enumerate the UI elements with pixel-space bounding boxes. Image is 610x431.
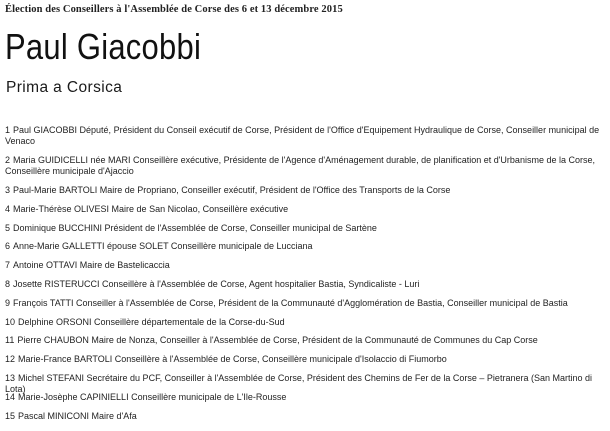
item-text: Marie-France BARTOLI Conseillère à l'Assemblée de Corse, Conseillère municipale d'Isolaccio di Fiumorbo [18, 354, 447, 365]
item-text: Michel STEFANI Secrétaire du PCF, Conseiller à l'Assemblée de Corse, Président des Chemins de Fer de la Corse – Pietranera (San Martino di Lota) [5, 372, 592, 394]
item-text: Anne-Marie GALLETTI épouse SOLET Conseillère municipale de Lucciana [13, 241, 313, 252]
list-item [5, 155, 605, 185]
list-item [5, 298, 605, 317]
item-number: 15 [5, 410, 16, 421]
item-text: Marie-Josèphe CAPINIELLI Conseillère municipale de L'Ile-Rousse [18, 391, 287, 402]
item-number: 2 [5, 155, 11, 165]
item-text: Marie-Thérèse OLIVESI Maire de San Nicolao, Conseillère exécutive [13, 203, 289, 214]
item-text: Delphine ORSONI Conseillère départementale de la Corse-du-Sud [18, 316, 285, 327]
item-number: 3 [5, 185, 11, 195]
item-text: Maria GUIDICELLI née MARI Conseillère exécutive, Présidente de l'Agence d'Aménagement durable, de planification et d'Urbanisme de la Corse, Conseillère municipale d'Ajaccio [5, 155, 595, 176]
item-number: 10 [5, 316, 16, 327]
list-item [5, 260, 605, 279]
list-item [5, 223, 605, 242]
candidate-list [5, 125, 605, 429]
item-text: Paul GIACOBBI Député, Président du Conseil exécutif de Corse, Président de l'Office d'Equipement Hydraulique de Corse, Conseiller municipal de Venaco [5, 125, 600, 146]
list-item [5, 354, 605, 373]
party-name: Prima a Corsica [6, 79, 123, 96]
item-text: Pierre CHAUBON Maire de Nonza, Conseiller à l'Assemblée de Corse, Président de la Communauté de Communes du Cap Corse [17, 335, 538, 346]
item-number: 6 [5, 241, 11, 252]
list-item [5, 317, 605, 336]
item-number: 13 [5, 372, 16, 383]
item-number: 14 [5, 391, 16, 402]
list-item [5, 185, 605, 204]
list-item [5, 392, 605, 411]
list-item [5, 411, 605, 430]
list-item [5, 373, 605, 392]
item-text: Pascal MINICONI Maire d'Afa [18, 410, 137, 421]
item-number: 12 [5, 354, 16, 365]
item-number: 7 [5, 260, 11, 271]
list-item [5, 279, 605, 298]
item-number: 8 [5, 278, 11, 289]
list-item [5, 241, 605, 260]
list-item [5, 125, 605, 155]
item-text: Josette RISTERUCCI Conseillère à l'Assemblée de Corse, Agent hospitalier Bastia, Syndicaliste - Luri [13, 278, 420, 289]
list-item [5, 335, 605, 354]
item-text: Dominique BUCCHINI Président de l'Assemblée de Corse, Conseiller municipal de Sartène [13, 222, 377, 233]
item-number: 4 [5, 203, 11, 214]
item-text: Antoine OTTAVI Maire de Bastelicaccia [13, 260, 170, 271]
item-text: Paul-Marie BARTOLI Maire de Propriano, Conseiller exécutif, Président de l'Office des Transports de la Corse [13, 185, 451, 195]
item-text: François TATTI Conseiller à l'Assemblée de Corse, Président de la Communauté d'Agglomération de Bastia, Conseiller municipal de Bastia [13, 297, 568, 308]
item-number: 1 [5, 125, 11, 135]
item-number: 9 [5, 297, 11, 308]
election-header: Élection des Conseillers à l'Assemblée de Corse des 6 et 13 décembre 2015 [5, 4, 343, 15]
item-number: 5 [5, 222, 11, 233]
list-item [5, 204, 605, 223]
item-number: 11 [5, 335, 15, 346]
candidate-name: Paul Giacobbi [5, 26, 202, 67]
